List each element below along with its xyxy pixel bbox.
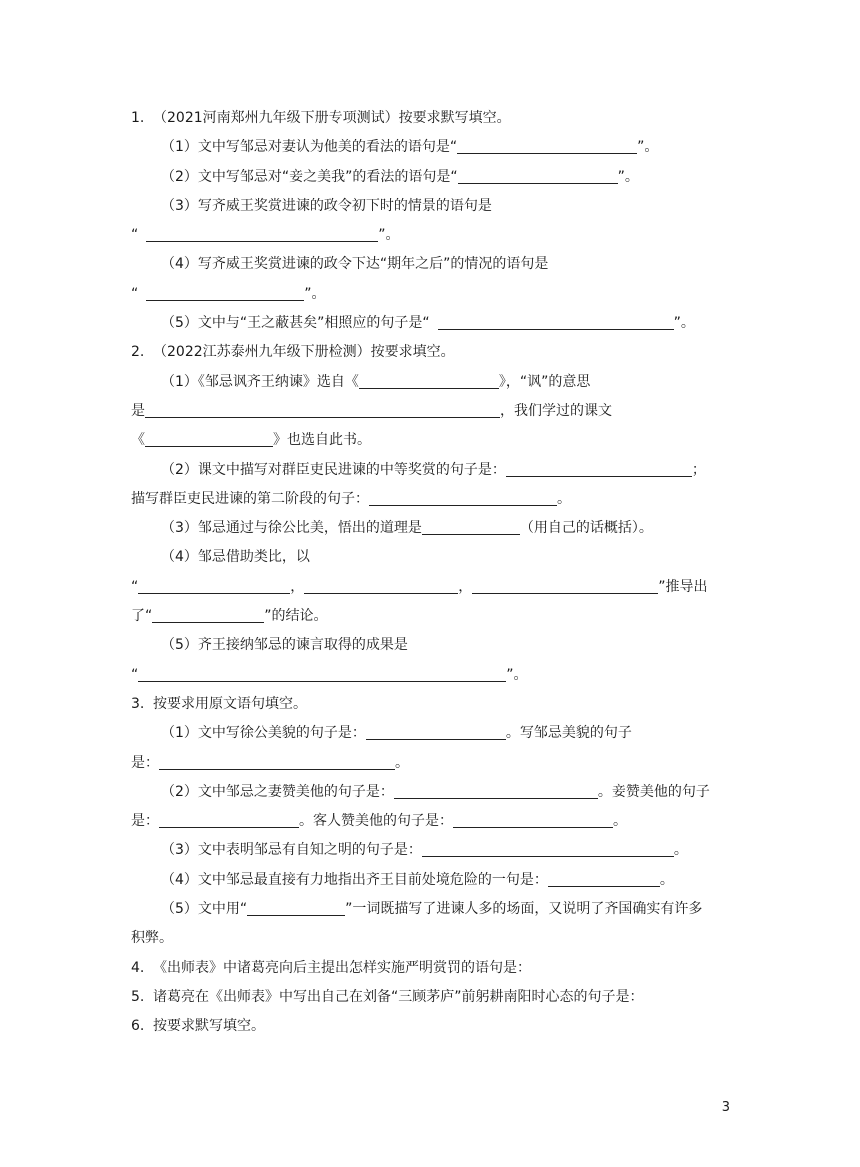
- blank[interactable]: [366, 720, 506, 740]
- q1-item-2-end: ”。: [617, 168, 639, 185]
- q2-item-5: [131, 631, 731, 660]
- q4-number: 4.: [131, 959, 145, 976]
- blank[interactable]: [247, 896, 345, 916]
- q3-item-1-text-c: 是：: [131, 754, 159, 771]
- q2-item-2: [131, 456, 731, 485]
- q1-item-5-end: ”。: [673, 315, 695, 332]
- q3-item-5-text: （5）文中用“: [161, 901, 248, 918]
- q2-item-1-text-b: 》，“讽”的意思: [498, 373, 591, 390]
- q5-number: 5.: [131, 988, 145, 1005]
- q1-item-2: [131, 163, 731, 192]
- q1-item-5: [131, 309, 731, 338]
- q2-item-4-text-f: 了“: [131, 608, 153, 625]
- q5: [131, 983, 731, 1012]
- q3-title: 按要求用原文语句填空。: [153, 695, 307, 712]
- q2-item-4-line3: [131, 602, 731, 631]
- q5-text: 诸葛亮在《出师表》中写出自己在刘备“三顾茅庐”前躬耕南阳时心态的句子是：: [153, 988, 644, 1005]
- q2-item-4-text-e: ”推导出: [658, 578, 708, 595]
- blank[interactable]: [138, 574, 290, 594]
- q1-item-4-text: （4）写齐威王奖赏进谏的政令下达“期年之后”的情况的语句是: [161, 256, 549, 273]
- blank[interactable]: [457, 134, 637, 154]
- q1-number: 1.: [131, 110, 145, 126]
- q6: [131, 1012, 731, 1041]
- blank[interactable]: [548, 867, 660, 887]
- q3-item-4-text-b: 。: [659, 871, 674, 888]
- q2-item-3: [131, 514, 731, 543]
- blank[interactable]: [453, 808, 613, 828]
- q3-item-4-text: （4）文中邹忌最直接有力地指出齐王目前处境危险的一句是：: [161, 871, 548, 888]
- blank[interactable]: [145, 427, 273, 447]
- close-quote: ”。: [506, 666, 528, 683]
- q1-item-1: [131, 133, 731, 162]
- blank[interactable]: [369, 486, 557, 506]
- q1-item-1-end: ”。: [637, 139, 659, 156]
- blank[interactable]: [506, 457, 692, 477]
- q1-item-5-text: （5）文中与“王之蔽甚矣”相照应的句子是“: [161, 315, 430, 332]
- page-number: 3: [721, 1100, 730, 1115]
- q3-item-2-line2: [131, 807, 731, 836]
- q2-item-1-text-f: 》也选自此书。: [273, 432, 371, 449]
- q2-item-1-line2: [131, 397, 731, 426]
- q1-header: [131, 104, 731, 133]
- q2-item-4: [131, 543, 731, 572]
- q6-text: 按要求默写填空。: [153, 1018, 265, 1035]
- q2-item-1-text-c: 是: [131, 402, 145, 419]
- blank[interactable]: [304, 574, 458, 594]
- q2-item-3-text-b: （用自己的话概括）。: [519, 520, 653, 537]
- open-quote: “: [131, 227, 139, 244]
- q1-item-2-text: （2）文中写邹忌对“妾之美我”的看法的语句是“: [161, 168, 458, 185]
- q3-item-3-text: （3）文中表明邹忌有自知之明的句子是：: [161, 842, 422, 859]
- q3-item-1: [131, 719, 731, 748]
- q3-number: 3.: [131, 695, 145, 712]
- blank[interactable]: [146, 281, 304, 301]
- blank[interactable]: [159, 750, 395, 770]
- q2-item-1-line3: [131, 426, 731, 455]
- blank[interactable]: [152, 603, 264, 623]
- q3-header: [131, 690, 731, 719]
- worksheet: [131, 104, 731, 1042]
- q2-item-1-text: （1）《邹忌讽齐王纳谏》选自《: [161, 373, 359, 390]
- q3-item-1-text-d: 。: [395, 754, 409, 771]
- q3-item-1-text-b: 。写邹忌美貌的句子: [505, 725, 632, 742]
- q1-title: （2021河南郑州九年级下册专项测试）按要求默写填空。: [153, 110, 511, 126]
- q3-item-3-text-b: 。: [673, 842, 688, 859]
- q2-item-1: [131, 368, 731, 397]
- blank[interactable]: [458, 164, 618, 184]
- blank[interactable]: [359, 369, 499, 389]
- q2-item-5-text: （5）齐王接纳邹忌的谏言取得的成果是: [161, 637, 408, 654]
- blank[interactable]: [422, 837, 674, 857]
- q3-item-2-text-c: 是：: [131, 813, 159, 830]
- q2-item-4-text: （4）邹忌借助类比，以: [161, 549, 310, 566]
- q4-text: 《出师表》中诸葛亮向后主提出怎样实施严明赏罚的语句是：: [153, 959, 531, 976]
- blank[interactable]: [146, 222, 378, 242]
- q2-item-4-text-g: ”的结论。: [264, 608, 328, 625]
- blank[interactable]: [394, 779, 598, 799]
- q2-number: 2.: [131, 344, 145, 361]
- blank[interactable]: [438, 310, 674, 330]
- q2-title: （2022江苏泰州九年级下册检测）按要求填空。: [153, 344, 455, 361]
- q3-item-2-text-d: 。客人赞美他的句子是：: [299, 813, 453, 830]
- q3-item-1-text: （1）文中写徐公美貌的句子是：: [161, 725, 366, 742]
- q1-item-1-text: （1）文中写邹忌对妻认为他美的看法的语句是“: [161, 139, 458, 156]
- blank[interactable]: [138, 662, 506, 682]
- q2-item-2-text-b: ；: [691, 461, 706, 478]
- q1-item-3: [131, 192, 731, 221]
- close-quote: ”。: [304, 285, 326, 302]
- q1-item-3-text: （3）写齐威王奖赏进谏的政令初下时的情景的语句是: [161, 197, 492, 214]
- q3-item-5-text-b: ”一词既描写了进谏人多的场面，又说明了齐国确实有许多: [345, 901, 703, 918]
- q1-item-4: [131, 250, 731, 279]
- q3-item-2-text: （2）文中邹忌之妻赞美他的句子是：: [161, 783, 394, 800]
- q2-item-1-text-e: 《: [131, 432, 145, 449]
- blank[interactable]: [472, 574, 658, 594]
- q2-item-3-text: （3）邹忌通过与徐公比美，悟出的道理是: [161, 520, 422, 537]
- open-quote: “: [131, 285, 139, 302]
- q1-item-4-answer: [131, 280, 731, 309]
- q2-item-2-text: （2）课文中描写对群臣吏民进谏的中等奖赏的句子是：: [161, 461, 506, 478]
- close-quote: ”。: [378, 227, 400, 244]
- q3-item-5-line2: [131, 924, 731, 953]
- q3-item-4: [131, 866, 731, 895]
- q3-item-5: [131, 895, 731, 924]
- q3-item-3: [131, 836, 731, 865]
- q2-item-5-line2: [131, 661, 731, 690]
- q2-item-2-text-d: 。: [557, 490, 571, 507]
- q2-item-2-line2: [131, 485, 731, 514]
- q2-item-1-text-d: ，我们学过的课文: [500, 402, 612, 419]
- q6-number: 6.: [131, 1018, 145, 1035]
- q1-item-3-answer: [131, 221, 731, 250]
- q2-header: [131, 338, 731, 367]
- comma: ，: [290, 578, 305, 595]
- q3-item-2: [131, 778, 731, 807]
- comma: ，: [458, 578, 473, 595]
- blank[interactable]: [145, 398, 500, 418]
- q2-item-2-text-c: 描写群臣吏民进谏的第二阶段的句子：: [131, 490, 369, 507]
- open-quote: “: [131, 666, 139, 683]
- q2-item-4-line2: [131, 573, 731, 602]
- q4: [131, 954, 731, 983]
- q3-item-5-text-c: 积弊。: [131, 930, 173, 947]
- q3-item-1-line2: [131, 749, 731, 778]
- q3-item-2-text-b: 。妾赞美他的句子: [597, 783, 710, 800]
- blank[interactable]: [159, 808, 299, 828]
- blank[interactable]: [422, 515, 520, 535]
- open-quote: “: [131, 578, 139, 595]
- q3-item-2-text-e: 。: [613, 813, 627, 830]
